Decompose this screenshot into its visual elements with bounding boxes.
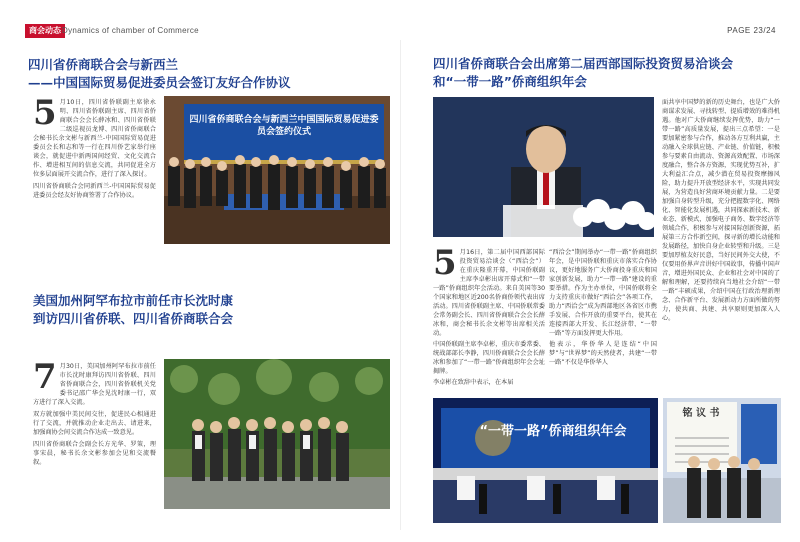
article3-col3 xyxy=(662,98,780,324)
article2-lead: 月30日，美国加州阿罕布拉市前任市长沈时康拜访四川省侨联、四川省侨商联合会，四川省侨联机关党委书记邵广华会见沈时康一行，双方进行了深入交流。 xyxy=(33,363,156,406)
page-number: PAGE 23/24 xyxy=(727,26,776,35)
article3-title xyxy=(433,55,783,91)
article3-signing-photo xyxy=(663,398,781,523)
article3-title-line1: 四川省侨商联合会出席第二届西部国际投资贸易洽谈会 xyxy=(433,56,734,71)
article2-title xyxy=(33,292,393,328)
speaker-image xyxy=(433,97,654,237)
article2-body xyxy=(33,357,156,468)
article3-col3-text: 面共享中国梦的新的历史舞台，也是广大侨商谋求发展、寻找转型、提质增效的难得机遇。他对广大侨商继续发挥优势，助力“一带一路”高质量发展，提出三点希望：一是要加紧密参与合作，推动各方互利共赢，主动融入全球供应链、产业链、价值链，积极参与要素自由流动、资源高效配置、市场深度融合，整合各方资源，实现优势互补，扩大利益汇合点，减少潜在贸易投资摩擦风险，助力提升开放型经济水平，实现共同发展，为营造良好营商环境贡献力量。二是要加强自身转型升级，充分把握数字化、网络化、智能化发展机遇，共同探索新技术、新业态、新模式，加强电子商务、数字经济等领域合作，积极参与对接国际创新资源，拓展第三方合作新空间，探寻新的增长动能和发展路径，加快自身企业转型和升级。三是要加厚植友好民意，当好民间外交大使，不仅要用侨界声音讲好中国故事，传播中国声音，增进外国民众、企业和社会对中国的了解和理解，还要持续向当地社会介绍“一带一路”丰硕成果，介绍中国在行政治理新理念、合作新平台、发展新动力方面所做的努力，使共商、共建、共享原则更加深入人心。 xyxy=(662,99,780,322)
article3-speaker-photo xyxy=(433,97,654,237)
section-tag: 商会动态 xyxy=(25,24,65,38)
article3-col2-para2: 他表示，华侨华人是连结“中国梦”与“世界梦”的天然使者，共建“一带一路”不仅是华侨华人 xyxy=(549,341,657,366)
article1-photo-banner: 四川省侨商联合会与新西兰中国国际贸易促进委员会签约仪式 xyxy=(189,115,379,137)
article3-conference-photo xyxy=(433,398,658,523)
article3-photo-banner: “一带一路”侨商组织年会 xyxy=(479,424,627,439)
article3-col2 xyxy=(549,248,657,368)
article1-title-line1: 四川省侨商联合会与新西兰 xyxy=(28,57,179,72)
article2-para3: 四川省侨商联合会副会长方光华、罗策，理事宋晨，秘书长余文彬参加会见和交流餐叙。 xyxy=(33,441,156,466)
article3-col1-lead: 月16日，第二届中国西部国际投资贸易洽谈会（“西洽会”）在重庆隆重开幕，中国侨联副主席李卓彬出席开幕式和“一带一路”侨商组织年会活动。来自美国等30个国家和地区近200名侨商侨领代表出席活动。四川省侨联副主席、中国侨联常委会常务副会长、四川省侨商联合会会长薛冰和，商会秘书长余文彬等出席相关活动。 xyxy=(433,249,545,337)
article3-col2-text: “西洽会”期间举办“一带一路”侨商组织年会，是中国侨联和重庆市落实合作协议，更好地服务广大侨商投身重庆和国家创新发展，助力“一带一路”建设的重要举措。作为主办单位，中国侨联将全力支持重庆市做好“西洽会”各项工作，助力“西洽会”成为西部地区各省区市携手发展、合作开放的重要平台，使其在连接西部大开发、长江经济带、“一带一路”等方面发挥更大作用。 xyxy=(549,249,657,337)
article2-photo xyxy=(164,359,390,509)
section-subtitle: Dynamics of chamber of Commerce xyxy=(62,26,199,35)
article1-lead: 月10日，四川省侨联副主席徐永明、四川省侨联副主席、四川省侨商联合会会长薛冰和、四川省侨联二级巡视员龙博、四川省侨商联合会秘书长余文彬与新西兰-中国国际贸易促进委员会长和志和等一行在四川侨艺家举行座谈会，就促进中新两国间经贸、文化交流合作、增进相互间的信息交流，共同促进全方位多层面展开交流合作，进行了深入探讨。 xyxy=(33,99,156,178)
group-photo-image xyxy=(164,359,390,509)
article3-title-line2: 和“一带一路”侨商组织年会 xyxy=(433,74,587,89)
page-divider xyxy=(400,40,401,530)
article2-dropcap: 7 xyxy=(33,357,57,397)
article1-photo xyxy=(164,96,390,244)
article3-col1-para2: 中国侨联副主席李卓彬，重庆市委常委、统战部部长李静，四川侨商联合会会长薛冰和参加了“一带一路”侨商组织年会会址揭牌。 xyxy=(433,341,545,375)
article1-title xyxy=(28,56,388,92)
article3-col1 xyxy=(433,243,545,388)
article1-para2: 四川省侨商联合会同新西兰-中国国际贸易促进委员会经友好协商签署了合作协议。 xyxy=(33,183,156,199)
article2-title-line2: 到访四川省侨联、四川省侨商联合会 xyxy=(33,311,234,326)
article2-para2: 双方就加强中美民间交往，促进民心相通进行了交流，并就推动企业走出去、请进来，加强商协会间交流合作达成一致意见。 xyxy=(33,411,156,436)
article3-sign-board-title: 铭 议 书 xyxy=(682,408,720,419)
article1-title-line2: ——中国国际贸易促进委员会签订友好合作协议 xyxy=(28,75,291,90)
article1-body xyxy=(33,93,156,201)
article1-dropcap: 5 xyxy=(33,93,57,133)
conference-stage-image xyxy=(433,398,658,523)
article3-dropcap: 5 xyxy=(433,243,457,283)
article3-col1-para3: 李卓彬在致辞中表示，在本届 xyxy=(433,379,514,386)
article2-title-line1: 美国加州阿罕布拉市前任市长沈时康 xyxy=(33,293,234,308)
